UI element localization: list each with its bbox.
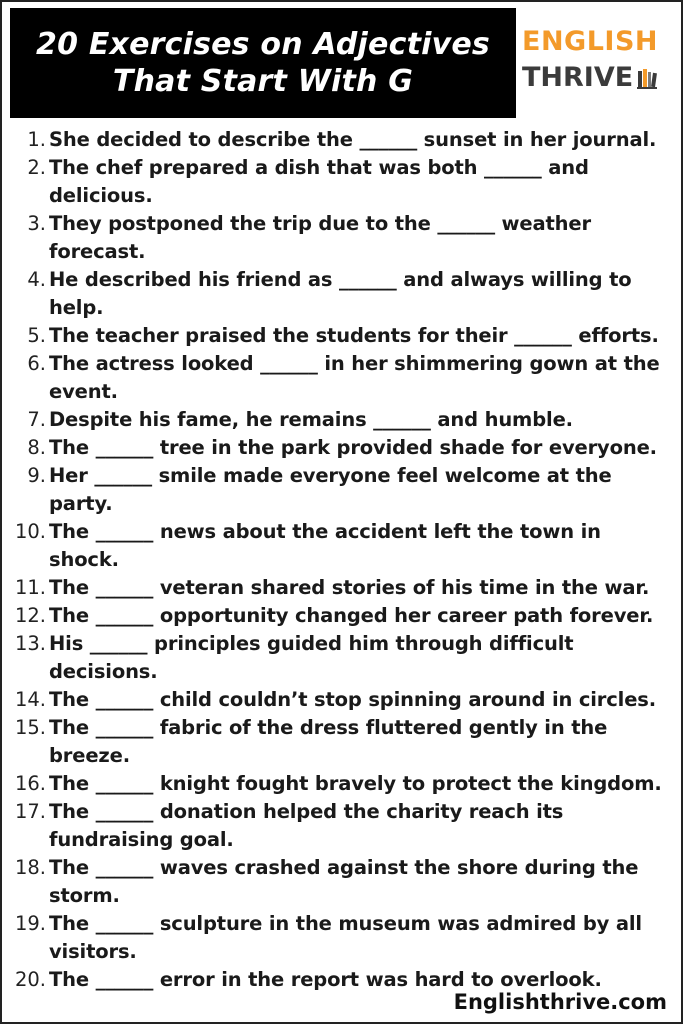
exercise-item (2, 406, 681, 434)
title-line-1: 20 Exercises on Adjectives (36, 27, 490, 62)
exercise-text: The ______ tree in the park provided shade for everyone. (49, 436, 657, 459)
exercise-item (2, 798, 681, 854)
exercise-item (2, 434, 681, 462)
exercise-number: 16. (14, 772, 46, 795)
exercise-number: 9. (27, 464, 46, 487)
exercise-item (2, 266, 681, 322)
exercise-item (2, 462, 681, 518)
exercise-number: 13. (14, 632, 46, 655)
exercise-item (2, 126, 681, 154)
exercise-number: 18. (14, 856, 46, 879)
exercise-number: 3. (27, 212, 46, 235)
exercise-item (2, 574, 681, 602)
exercise-number: 7. (27, 408, 46, 431)
exercise-number: 4. (27, 268, 46, 291)
exercise-number: 2. (27, 156, 46, 179)
title-box (10, 8, 516, 118)
logo-text-thrive: THRIVE (522, 62, 634, 93)
exercise-text: The ______ error in the report was hard to overlook. (49, 968, 602, 991)
exercise-item (2, 854, 681, 910)
exercise-text: His ______ principles guided him through difficult decisions. (49, 632, 574, 683)
exercise-text: The chef prepared a dish that was both ______ and delicious. (49, 156, 589, 207)
title-line-2: That Start With G (112, 64, 414, 99)
exercise-item (2, 714, 681, 770)
exercise-text: The ______ news about the accident left the town in shock. (49, 520, 601, 571)
exercise-number: 15. (14, 716, 46, 739)
exercise-item (2, 322, 681, 350)
exercise-text: She decided to describe the ______ sunset in her journal. (49, 128, 657, 151)
logo-text-thrive-row (522, 62, 682, 94)
exercise-item (2, 602, 681, 630)
exercise-item (2, 910, 681, 966)
exercise-number: 14. (14, 688, 46, 711)
exercise-text: The ______ donation helped the charity reach its fundraising goal. (49, 800, 564, 851)
logo-text-english: ENGLISH (522, 26, 658, 57)
exercise-text: The ______ child couldn’t stop spinning around in circles. (49, 688, 657, 711)
exercise-number: 17. (14, 800, 46, 823)
exercise-text: The ______ fabric of the dress fluttered gently in the breeze. (49, 716, 608, 767)
exercise-item (2, 770, 681, 798)
exercise-text: He described his friend as ______ and always willing to help. (49, 268, 632, 319)
exercise-number: 11. (14, 576, 46, 599)
exercise-list (2, 126, 681, 994)
exercise-text: Her ______ smile made everyone feel welcome at the party. (49, 464, 612, 515)
exercise-text: The ______ knight fought bravely to protect the kingdom. (49, 772, 662, 795)
exercise-text: They postponed the trip due to the ______ weather forecast. (49, 212, 591, 263)
exercise-text: The ______ veteran shared stories of his time in the war. (49, 576, 650, 599)
english-thrive-logo (522, 26, 682, 106)
exercise-number: 19. (14, 912, 46, 935)
header (4, 4, 681, 118)
exercise-number: 10. (14, 520, 46, 543)
exercise-number: 5. (27, 324, 46, 347)
footer-site-name: Englishthrive.com (453, 990, 667, 1014)
exercise-number: 8. (27, 436, 46, 459)
exercise-text: The ______ opportunity changed her career path forever. (49, 604, 654, 627)
exercise-item (2, 210, 681, 266)
books-icon (637, 67, 657, 89)
exercise-text: Despite his fame, he remains ______ and humble. (49, 408, 573, 431)
exercise-number: 20. (14, 968, 46, 991)
exercise-item (2, 686, 681, 714)
exercise-number: 1. (27, 128, 46, 151)
exercise-text: The ______ sculpture in the museum was admired by all visitors. (49, 912, 642, 963)
exercise-number: 12. (14, 604, 46, 627)
exercise-text: The actress looked ______ in her shimmering gown at the event. (49, 352, 660, 403)
exercise-number: 6. (27, 352, 46, 375)
exercise-text: The teacher praised the students for their ______ efforts. (49, 324, 659, 347)
exercise-item (2, 630, 681, 686)
exercise-item (2, 154, 681, 210)
exercise-text: The ______ waves crashed against the shore during the storm. (49, 856, 639, 907)
exercise-item (2, 350, 681, 406)
exercise-item (2, 518, 681, 574)
